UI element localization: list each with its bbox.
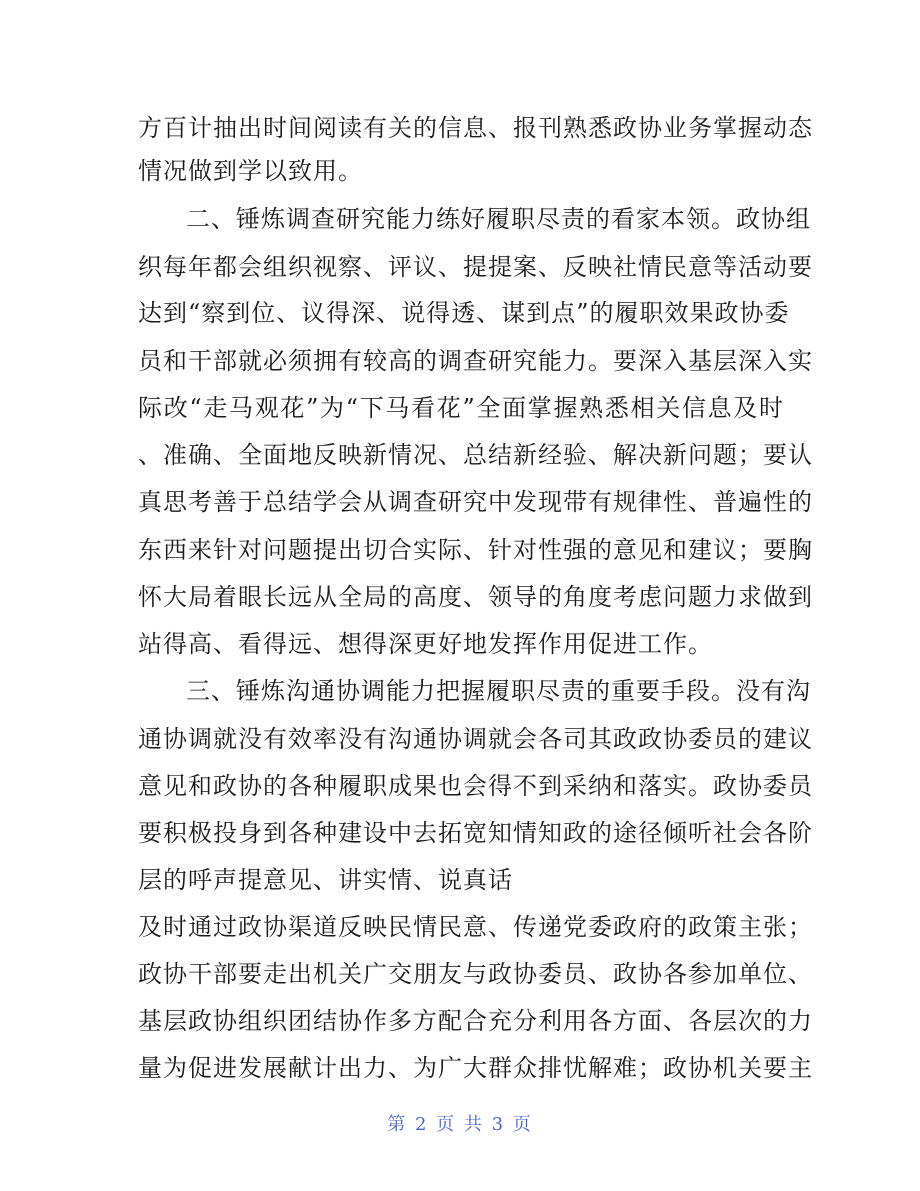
text-line: 达到“察到位、议得深、说得透、谋到点”的履职效果政协委 (138, 299, 790, 327)
text-line: 层的呼声提意见、讲实情、说真话 (138, 866, 513, 894)
text-line: 怀大局着眼长远从全局的高度、领导的角度考虑问题力求做到 (138, 583, 813, 611)
text-line: 站得高、看得远、想得深更好地发挥作用促进工作。 (138, 630, 713, 658)
text-line: 情况做到学以致用。 (138, 157, 363, 185)
text-line: 意见和政协的各种履职成果也会得不到采纳和落实。政协委员 (138, 772, 813, 800)
text-line: 要积极投身到各种建设中去拓宽知情知政的途径倾听社会各阶 (138, 819, 813, 847)
page-footer: 第 2 页 共 3 页 (387, 1114, 533, 1135)
text-line: 织每年都会组织视察、评议、提提案、反映社情民意等活动要 (138, 253, 813, 281)
text-line: 及时通过政协渠道反映民情民意、传递党委政府的政策主张； (138, 913, 813, 941)
text-line: 东西来针对问题提出切合实际、针对性强的意见和建议；要胸 (138, 536, 813, 564)
text-line: 量为促进发展献计出力、为广大群众排忧解难；政协机关要主 (138, 1054, 813, 1082)
text-line: 通协调就没有效率没有沟通协调就会各司其政政协委员的建议 (138, 725, 813, 753)
text-line: 三、锤炼沟通协调能力把握履职尽责的重要手段。没有沟 (186, 677, 811, 705)
text-line: 真思考善于总结学会从调查研究中发现带有规律性、普遍性的 (138, 488, 813, 516)
text-line: 政协干部要走出机关广交朋友与政协委员、政协各参加单位、 (138, 960, 813, 988)
text-line: 基层政协组织团结协作多方配合充分利用各方面、各层次的力 (138, 1007, 813, 1035)
text-line: 际改“走马观花”为“下马看花”全面掌握熟悉相关信息及时 (138, 394, 784, 422)
text-line: 二、锤炼调查研究能力练好履职尽责的看家本领。政协组 (186, 205, 811, 233)
text-line: 员和干部就必须拥有较高的调查研究能力。要深入基层深入实 (138, 347, 813, 375)
text-line: 方百计抽出时间阅读有关的信息、报刊熟悉政协业务掌握动态 (138, 114, 813, 142)
text-line: 、准确、全面地反映新情况、总结新经验、解决新问题；要认 (138, 441, 813, 469)
